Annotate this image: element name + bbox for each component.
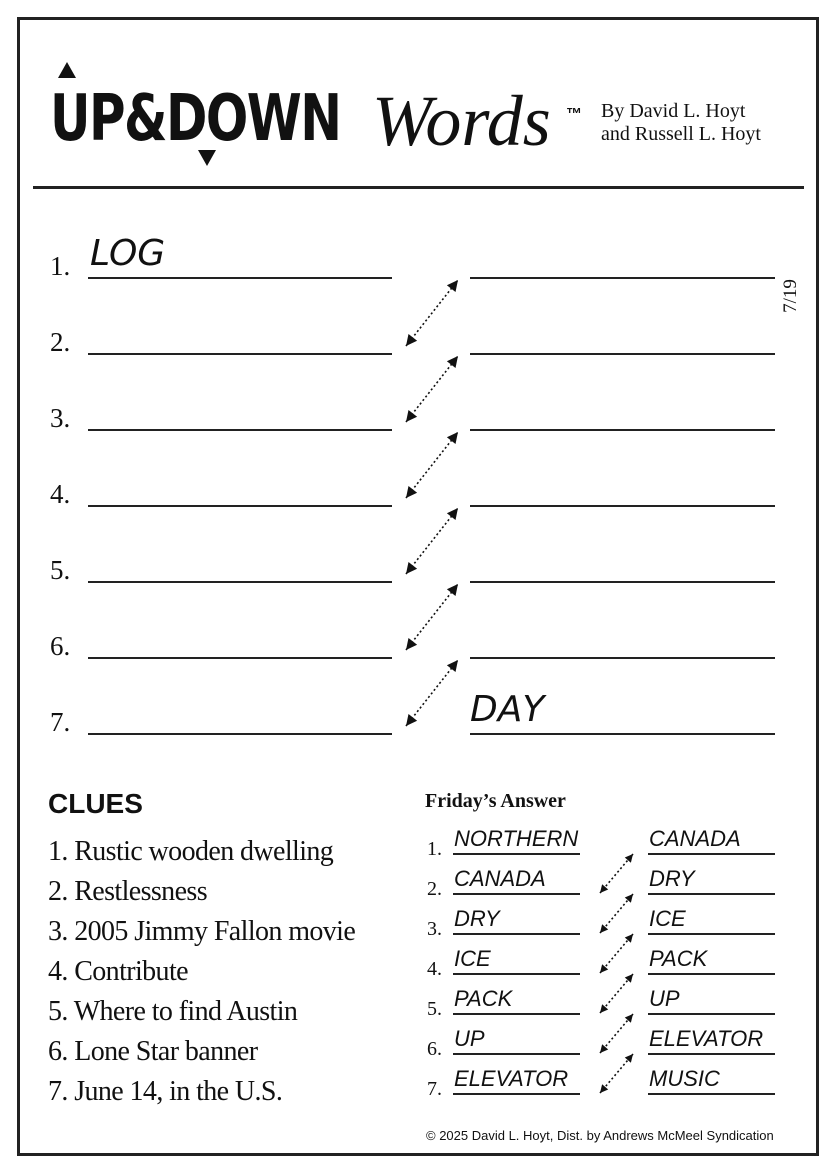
fridays-answer-title: Friday’s Answer	[425, 790, 566, 812]
row-number: 6.	[50, 631, 71, 661]
clue-item: 6. Lone Star banner	[48, 1036, 258, 1067]
clue-item: 2. Restlessness	[48, 876, 208, 907]
friday-word-left: PACK	[454, 986, 513, 1011]
answer-word-left: LOG	[90, 233, 166, 274]
title-words: Words	[372, 81, 551, 161]
answer-word-right: DAY	[470, 689, 545, 730]
friday-word-right: CANADA	[649, 826, 741, 851]
connector-arrow	[406, 280, 458, 346]
clue-item: 4. Contribute	[48, 956, 188, 987]
friday-word-right: PACK	[649, 946, 708, 971]
byline-line-1: By David L. Hoyt	[601, 100, 746, 122]
clue-item: 3. 2005 Jimmy Fallon movie	[48, 916, 356, 947]
byline-line-2: and Russell L. Hoyt	[601, 123, 761, 145]
friday-line-right	[648, 1093, 775, 1095]
friday-line-left	[453, 893, 580, 895]
friday-line-left	[453, 973, 580, 975]
connector-arrow	[406, 660, 458, 726]
friday-connector-arrow	[600, 1014, 633, 1053]
friday-word-right: ELEVATOR	[649, 1026, 764, 1051]
friday-word-left: CANADA	[454, 866, 546, 891]
friday-word-left: UP	[454, 1026, 485, 1051]
friday-row-number: 2.	[427, 878, 442, 900]
friday-line-right	[648, 1013, 775, 1015]
row-number: 3.	[50, 403, 71, 433]
clue-item: 1. Rustic wooden dwelling	[48, 836, 334, 867]
friday-word-left: DRY	[454, 906, 500, 931]
friday-line-right	[648, 893, 775, 895]
clue-item: 5. Where to find Austin	[48, 996, 298, 1027]
trademark: ™	[566, 106, 582, 123]
friday-row-number: 3.	[427, 918, 442, 940]
row-number: 7.	[50, 707, 71, 737]
connector-arrow	[406, 508, 458, 574]
row-number: 2.	[50, 327, 71, 357]
friday-word-left: ICE	[454, 946, 491, 971]
date-label: 7/19	[780, 279, 801, 313]
friday-line-right	[648, 973, 775, 975]
friday-line-right	[648, 1053, 775, 1055]
friday-word-left: ELEVATOR	[454, 1066, 569, 1091]
row-number: 4.	[50, 479, 71, 509]
copyright-footer: © 2025 David L. Hoyt, Dist. by Andrews McMeel Syndication	[426, 1128, 774, 1143]
friday-line-right	[648, 933, 775, 935]
friday-row-number: 6.	[427, 1038, 442, 1060]
friday-line-left	[453, 1093, 580, 1095]
friday-connector-arrow	[600, 934, 633, 973]
friday-word-right: MUSIC	[649, 1066, 720, 1091]
friday-word-right: DRY	[649, 866, 695, 891]
friday-word-right: ICE	[649, 906, 686, 931]
friday-line-left	[453, 933, 580, 935]
friday-row-number: 5.	[427, 998, 442, 1020]
connector-arrow	[406, 356, 458, 422]
friday-line-right	[648, 853, 775, 855]
row-number: 5.	[50, 555, 71, 585]
friday-row-number: 7.	[427, 1078, 442, 1100]
row-number: 1.	[50, 251, 71, 281]
friday-line-left	[453, 853, 580, 855]
friday-word-right: UP	[649, 986, 680, 1011]
friday-connector-arrow	[600, 1054, 633, 1093]
friday-connector-arrow	[600, 974, 633, 1013]
friday-row-number: 1.	[427, 838, 442, 860]
friday-connector-arrow	[600, 854, 633, 893]
clue-item: 7. June 14, in the U.S.	[48, 1076, 283, 1107]
friday-word-left: NORTHERN	[454, 826, 579, 851]
friday-connector-arrow	[600, 894, 633, 933]
connector-arrow	[406, 432, 458, 498]
friday-row-number: 4.	[427, 958, 442, 980]
friday-line-left	[453, 1053, 580, 1055]
connector-arrow	[406, 584, 458, 650]
friday-line-left	[453, 1013, 580, 1015]
title-updown: UP&DOWN	[50, 82, 341, 156]
clues-title: CLUES	[48, 788, 143, 819]
